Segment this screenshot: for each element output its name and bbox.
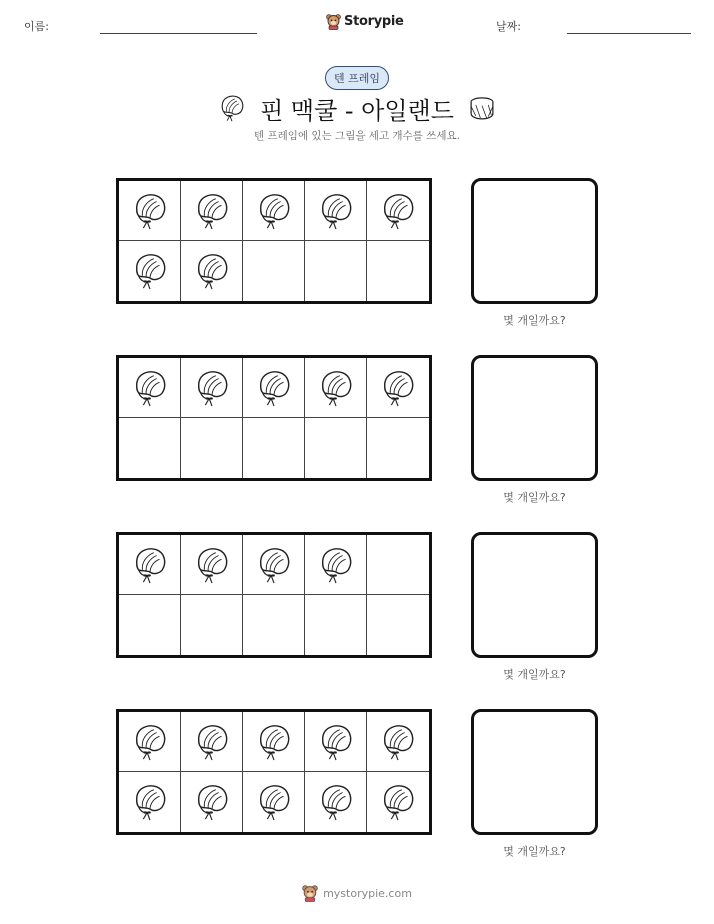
ten-frame <box>116 178 432 304</box>
bonnet-icon <box>317 544 355 586</box>
title-row <box>0 88 714 128</box>
bonnet-icon <box>317 721 355 763</box>
drum-icon <box>468 95 496 121</box>
bonnet-icon <box>193 367 231 409</box>
ten-frame <box>116 355 432 481</box>
question-label: 몇 개일까요? <box>503 845 566 858</box>
frame-cell <box>243 535 305 595</box>
bonnet-icon <box>131 250 169 292</box>
bonnet-icon <box>255 190 293 232</box>
frame-cell <box>305 712 367 772</box>
frame-cell <box>243 712 305 772</box>
frame-cell <box>119 358 181 418</box>
bonnet-icon <box>317 190 355 232</box>
bonnet-icon <box>193 721 231 763</box>
frame-cell <box>367 418 429 478</box>
frame-cell <box>181 772 243 832</box>
brand-name: Storypie <box>344 14 404 29</box>
frame-cell <box>243 418 305 478</box>
bonnet-icon <box>379 190 417 232</box>
bonnet-icon <box>193 544 231 586</box>
name-line[interactable] <box>100 33 257 34</box>
page-title: 핀 맥쿨 - 아일랜드 <box>260 96 454 125</box>
date-line[interactable] <box>567 33 691 34</box>
frame-cell <box>305 181 367 241</box>
frame-cell <box>305 358 367 418</box>
question-label: 몇 개일까요? <box>503 491 566 504</box>
bonnet-icon <box>379 367 417 409</box>
bonnet-icon <box>255 544 293 586</box>
frame-cell <box>181 418 243 478</box>
name-label: 이름: <box>24 20 49 33</box>
frame-cell <box>367 535 429 595</box>
bonnet-icon <box>379 781 417 823</box>
frame-cell <box>367 595 429 655</box>
bonnet-icon <box>193 190 231 232</box>
answer-box[interactable] <box>471 178 598 304</box>
ten-frame <box>116 709 432 835</box>
frame-cell <box>367 241 429 301</box>
frame-cell <box>119 772 181 832</box>
question-label: 몇 개일까요? <box>503 314 566 327</box>
frame-cell <box>243 595 305 655</box>
frame-cell <box>119 241 181 301</box>
bonnet-icon <box>193 250 231 292</box>
bonnet-icon <box>131 781 169 823</box>
bonnet-icon <box>255 721 293 763</box>
frame-cell <box>367 358 429 418</box>
bear-mascot-icon <box>302 884 318 902</box>
frame-cell <box>305 418 367 478</box>
category-badge: 텐 프레임 <box>325 66 389 90</box>
frame-cell <box>119 712 181 772</box>
brand-logo <box>326 13 404 30</box>
frame-cell <box>243 772 305 832</box>
bonnet-icon <box>131 544 169 586</box>
bonnet-icon <box>131 367 169 409</box>
frame-cell <box>119 595 181 655</box>
frame-cell <box>181 595 243 655</box>
frame-cell <box>181 535 243 595</box>
footer <box>0 884 714 902</box>
frame-cell <box>181 241 243 301</box>
bonnet-icon <box>131 721 169 763</box>
answer-box[interactable] <box>471 355 598 481</box>
frame-cell <box>243 241 305 301</box>
instructions: 텐 프레임에 있는 그림을 세고 개수를 쓰세요. <box>254 130 460 142</box>
frame-cell <box>305 535 367 595</box>
frame-cell <box>243 181 305 241</box>
bear-mascot-icon <box>326 13 341 30</box>
bonnet-icon <box>255 781 293 823</box>
frame-cell <box>119 181 181 241</box>
footer-url[interactable]: mystorypie.com <box>323 886 412 900</box>
frame-cell <box>181 181 243 241</box>
frame-cell <box>181 712 243 772</box>
frame-cell <box>305 772 367 832</box>
answer-box[interactable] <box>471 532 598 658</box>
frame-cell <box>367 712 429 772</box>
frame-cell <box>119 418 181 478</box>
frame-cell <box>243 358 305 418</box>
bonnet-icon <box>131 190 169 232</box>
answer-box[interactable] <box>471 709 598 835</box>
frame-cell <box>305 595 367 655</box>
bonnet-icon <box>317 781 355 823</box>
bonnet-icon <box>379 721 417 763</box>
ten-frame <box>116 532 432 658</box>
bonnet-icon <box>317 367 355 409</box>
question-label: 몇 개일까요? <box>503 668 566 681</box>
bonnet-icon <box>255 367 293 409</box>
frame-cell <box>367 772 429 832</box>
frame-cell <box>367 181 429 241</box>
bonnet-icon <box>193 781 231 823</box>
frame-cell <box>119 535 181 595</box>
bonnet-icon <box>218 93 246 123</box>
date-label: 날짜: <box>496 20 521 33</box>
frame-cell <box>181 358 243 418</box>
frame-cell <box>305 241 367 301</box>
